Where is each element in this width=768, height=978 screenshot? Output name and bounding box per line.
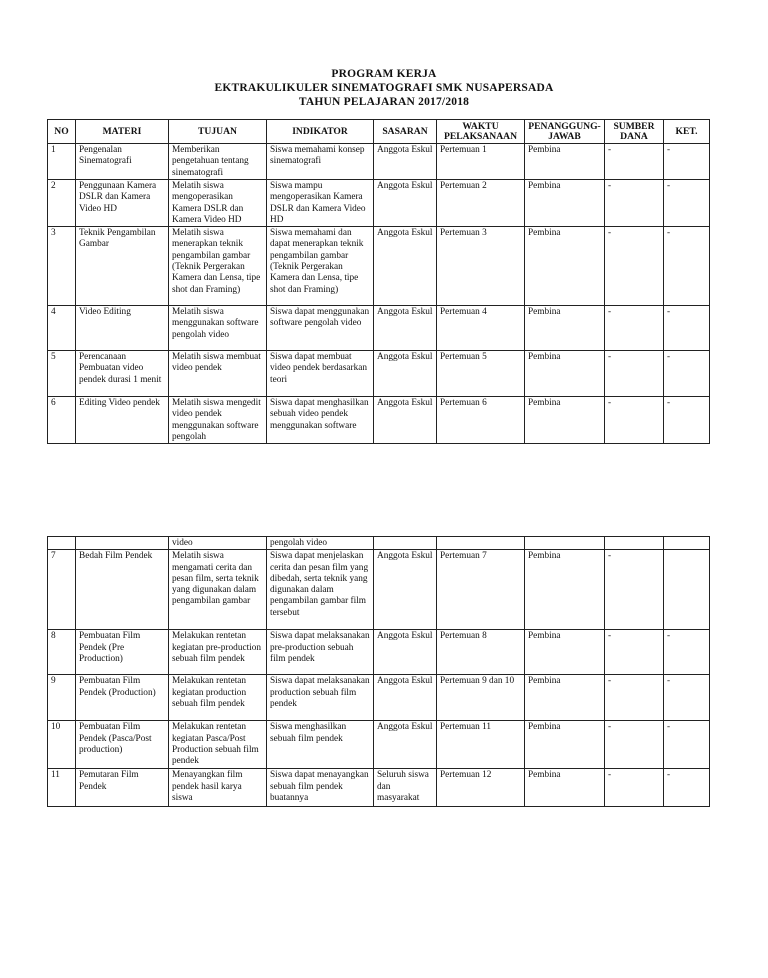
cell-sumber-dana: - [605,721,664,769]
cell-materi: Pengenalan Sinematografi [76,144,169,180]
cell-waktu: Pertemuan 11 [437,721,525,769]
cell-ket [664,537,710,550]
title-line-2: EKTRAKULIKULER SINEMATOGRAFI SMK NUSAPERSADA [214,82,554,94]
cell-ket: - [664,227,710,306]
cell-ket: - [664,630,710,675]
cell-penanggung-jawab: Pembina [525,721,605,769]
header-waktu: WAKTU PELAKSANAAN [437,120,525,144]
table-row [48,227,710,306]
cell-sumber-dana: - [605,630,664,675]
cell-no [48,537,76,550]
cell-sumber-dana: - [605,144,664,180]
cell-sasaran: Seluruh siswa dan masyarakat [374,769,437,807]
cell-penanggung-jawab: Pembina [525,144,605,180]
cell-indikator: Siswa dapat menggunakan software pengolah video [267,306,374,351]
cell-materi: Pemutaran Film Pendek [76,769,169,807]
cell-ket: - [664,144,710,180]
cell-sasaran: Anggota Eskul [374,180,437,227]
cell-indikator: Siswa dapat menayangkan sebuah film pendek buatannya [267,769,374,807]
cell-sumber-dana: - [605,351,664,397]
cell-no: 2 [48,180,76,227]
table-row [48,537,710,550]
table-row [48,397,710,444]
table-row [48,180,710,227]
cell-waktu: Pertemuan 1 [437,144,525,180]
cell-ket: - [664,180,710,227]
cell-ket: - [664,351,710,397]
table-header-row [48,120,710,144]
cell-ket: - [664,721,710,769]
table-row [48,144,710,180]
cell-indikator: Siswa memahami dan dapat menerapkan teknik pengambilan gambar (Teknik Pergerakan Kamera dan Lensa, tipe shot dan Framing) [267,227,374,306]
cell-waktu: Pertemuan 5 [437,351,525,397]
cell-ket [664,550,710,630]
cell-indikator: Siswa dapat menjelaskan cerita dan pesan film yang dibedah, serta teknik yang digunakan dalam pengambilan gambar film tersebut [267,550,374,630]
cell-sumber-dana: - [605,550,664,630]
header-penanggung-jawab: PENANGGUNG-JAWAB [525,120,605,144]
cell-no: 7 [48,550,76,630]
cell-ket: - [664,769,710,807]
cell-materi: Teknik Pengambilan Gambar [76,227,169,306]
cell-sumber-dana: - [605,227,664,306]
cell-materi: Penggunaan Kamera DSLR dan Kamera Video HD [76,180,169,227]
cell-tujuan: Melatih siswa membuat video pendek [169,351,267,397]
cell-tujuan: Memberikan pengetahuan tentang sinematografi [169,144,267,180]
table-row [48,675,710,721]
cell-indikator: Siswa dapat membuat video pendek berdasarkan teori [267,351,374,397]
cell-waktu: Pertemuan 2 [437,180,525,227]
table-row [48,630,710,675]
cell-materi: Pembuatan Film Pendek (Pasca/Post production) [76,721,169,769]
cell-sasaran: Anggota Eskul [374,306,437,351]
cell-penanggung-jawab: Pembina [525,397,605,444]
cell-tujuan: Melakukan rentetan kegiatan production sebuah film pendek [169,675,267,721]
program-table-part-2 [47,536,710,807]
cell-waktu: Pertemuan 6 [437,397,525,444]
header-indikator: INDIKATOR [267,120,374,144]
cell-tujuan: Melatih siswa mengoperasikan Kamera DSLR dan Kamera Video HD [169,180,267,227]
cell-no: 10 [48,721,76,769]
title-line-1: PROGRAM KERJA [331,68,437,80]
program-table-part-1 [47,119,710,444]
cell-indikator: Siswa dapat menghasilkan sebuah video pendek menggunakan software [267,397,374,444]
cell-waktu: Pertemuan 9 dan 10 [437,675,525,721]
cell-waktu: Pertemuan 8 [437,630,525,675]
cell-ket: - [664,306,710,351]
cell-tujuan: Melakukan rentetan kegiatan Pasca/Post Production sebuah film pendek [169,721,267,769]
cell-penanggung-jawab: Pembina [525,675,605,721]
cell-tujuan: video [169,537,267,550]
cell-tujuan: Melatih siswa menerapkan teknik pengambilan gambar (Teknik Pergerakan Kamera dan Lensa, tipe shot dan Framing) [169,227,267,306]
cell-sumber-dana: - [605,180,664,227]
table-row [48,351,710,397]
cell-materi: Pembuatan Film Pendek (Pre Production) [76,630,169,675]
cell-no: 11 [48,769,76,807]
cell-no: 5 [48,351,76,397]
cell-sumber-dana: - [605,306,664,351]
cell-sasaran: Anggota Eskul [374,144,437,180]
cell-no: 8 [48,630,76,675]
cell-tujuan: Melatih siswa mengamati cerita dan pesan film, serta teknik yang digunakan dalam pengambilan gambar [169,550,267,630]
cell-penanggung-jawab: Pembina [525,351,605,397]
cell-no: 9 [48,675,76,721]
cell-sasaran: Anggota Eskul [374,397,437,444]
cell-no: 3 [48,227,76,306]
cell-tujuan: Melakukan rentetan kegiatan pre-production sebuah film pendek [169,630,267,675]
header-no: NO [48,120,76,144]
cell-sasaran: Anggota Eskul [374,227,437,306]
cell-sasaran: Anggota Eskul [374,550,437,630]
cell-sasaran: Anggota Eskul [374,351,437,397]
cell-tujuan: Melatih siswa menggunakan software pengolah video [169,306,267,351]
header-tujuan: TUJUAN [169,120,267,144]
cell-indikator: Siswa mampu mengoperasikan Kamera DSLR dan Kamera Video HD [267,180,374,227]
cell-waktu [437,537,525,550]
cell-waktu: Pertemuan 12 [437,769,525,807]
cell-penanggung-jawab: Pembina [525,769,605,807]
header-sumber-dana: SUMBER DANA [605,120,664,144]
cell-sasaran: Anggota Eskul [374,721,437,769]
cell-materi [76,537,169,550]
title-line-3: TAHUN PELAJARAN 2017/2018 [298,96,470,108]
cell-materi: Editing Video pendek [76,397,169,444]
cell-indikator: Siswa menghasilkan sebuah film pendek [267,721,374,769]
cell-penanggung-jawab: Pembina [525,180,605,227]
cell-waktu: Pertemuan 7 [437,550,525,630]
cell-indikator: Siswa memahami konsep sinematografi [267,144,374,180]
header-ket: KET. [664,120,710,144]
cell-tujuan: Menayangkan film pendek hasil karya siswa [169,769,267,807]
cell-sumber-dana: - [605,675,664,721]
cell-sumber-dana: - [605,769,664,807]
table-row [48,550,710,630]
cell-waktu: Pertemuan 3 [437,227,525,306]
cell-sumber-dana [605,537,664,550]
cell-waktu: Pertemuan 4 [437,306,525,351]
cell-indikator: Siswa dapat melaksanakan pre-production sebuah film pendek [267,630,374,675]
cell-penanggung-jawab: Pembina [525,550,605,630]
cell-penanggung-jawab: Pembina [525,630,605,675]
cell-sasaran: Anggota Eskul [374,675,437,721]
table-row [48,769,710,807]
cell-tujuan: Melatih siswa mengedit video pendek menggunakan software pengolah [169,397,267,444]
header-materi: MATERI [76,120,169,144]
cell-materi: Perencanaan Pembuatan video pendek durasi 1 menit [76,351,169,397]
cell-no: 6 [48,397,76,444]
cell-ket: - [664,675,710,721]
cell-no: 1 [48,144,76,180]
cell-sasaran [374,537,437,550]
cell-no: 4 [48,306,76,351]
cell-materi: Pembuatan Film Pendek (Production) [76,675,169,721]
table-row [48,306,710,351]
cell-sasaran: Anggota Eskul [374,630,437,675]
cell-sumber-dana: - [605,397,664,444]
header-sasaran: SASARAN [374,120,437,144]
cell-penanggung-jawab [525,537,605,550]
cell-penanggung-jawab: Pembina [525,227,605,306]
cell-penanggung-jawab: Pembina [525,306,605,351]
cell-materi: Bedah Film Pendek [76,550,169,630]
cell-materi: Video Editing [76,306,169,351]
cell-indikator: pengolah video [267,537,374,550]
table-row [48,721,710,769]
cell-indikator: Siswa dapat melaksanakan production sebuah film pendek [267,675,374,721]
cell-ket: - [664,397,710,444]
